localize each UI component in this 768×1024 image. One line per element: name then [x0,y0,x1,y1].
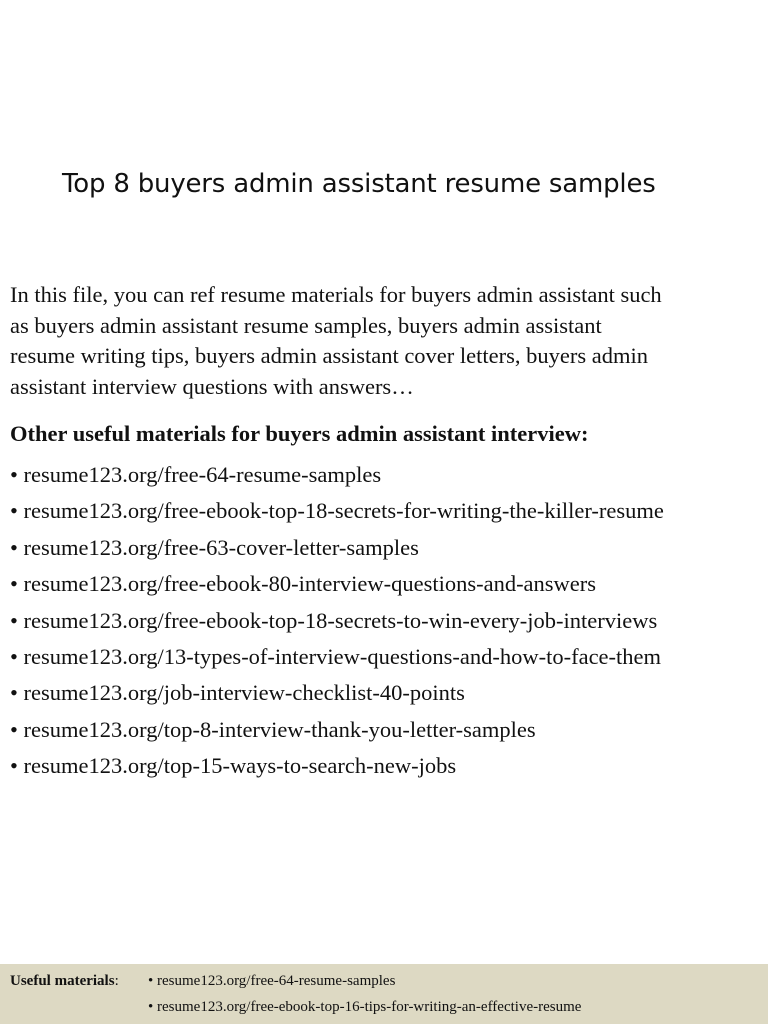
bullet: • [148,999,154,1015]
list-item [10,604,664,640]
resource-link[interactable]: resume123.org/top-8-interview-thank-you-letter-samples [23,716,536,742]
list-item [10,640,664,676]
list-item [10,713,664,749]
resource-link[interactable]: resume123.org/free-ebook-top-18-secrets-to-win-every-job-interviews [23,607,658,633]
section-heading: Other useful materials for buyers admin assistant interview: [10,421,589,446]
intro-line: assistant interview questions with answers… [10,373,414,399]
intro-line: resume writing tips, buyers admin assistant cover letters, buyers admin [10,343,648,368]
bullet: • [10,462,18,487]
list-item [10,458,664,494]
resource-link[interactable]: resume123.org/free-ebook-80-interview-questions-and-answers [23,571,597,597]
footer-item [148,999,581,1016]
intro-paragraph [10,280,762,402]
resource-link[interactable]: resume123.org/13-types-of-interview-questions-and-how-to-face-them [23,643,662,669]
resource-link[interactable]: resume123.org/top-15-ways-to-search-new-jobs [23,753,457,779]
page-title: Top 8 buyers admin assistant resume samples [62,169,656,199]
bullet: • [10,753,18,779]
footer-label-text: Useful materials [10,973,115,989]
materials-link-list [10,458,664,786]
footer-bar [0,964,768,1024]
resource-link[interactable]: resume123.org/free-63-cover-letter-samples [23,534,419,560]
resource-link[interactable]: resume123.org/free-ebook-top-18-secrets-for-writing-the-killer-resume [23,498,664,524]
bullet: • [10,680,18,706]
footer-item [148,973,395,990]
bullet: • [10,716,18,742]
list-item [10,531,664,567]
bullet: • [10,571,18,597]
footer-label [10,973,119,990]
resource-link[interactable]: resume123.org/free-64-resume-samples [23,462,382,487]
footer-link[interactable]: resume123.org/free-ebook-top-16-tips-for-writing-an-effective-resume [157,999,582,1015]
list-item [10,494,664,530]
bullet: • [10,534,18,560]
resource-link[interactable]: resume123.org/job-interview-checklist-40-points [23,680,465,706]
list-item [10,749,664,785]
bullet: • [148,973,154,989]
intro-line: In this file, you can ref resume materials for buyers admin assistant such [10,282,662,307]
list-item [10,676,664,712]
bullet: • [10,607,18,633]
bullet: • [10,643,18,669]
footer-link[interactable]: resume123.org/free-64-resume-samples [157,973,396,989]
intro-line: as buyers admin assistant resume samples, buyers admin assistant [10,312,602,338]
bullet: • [10,498,18,524]
footer-label-separator: : [114,973,119,989]
list-item [10,567,664,603]
